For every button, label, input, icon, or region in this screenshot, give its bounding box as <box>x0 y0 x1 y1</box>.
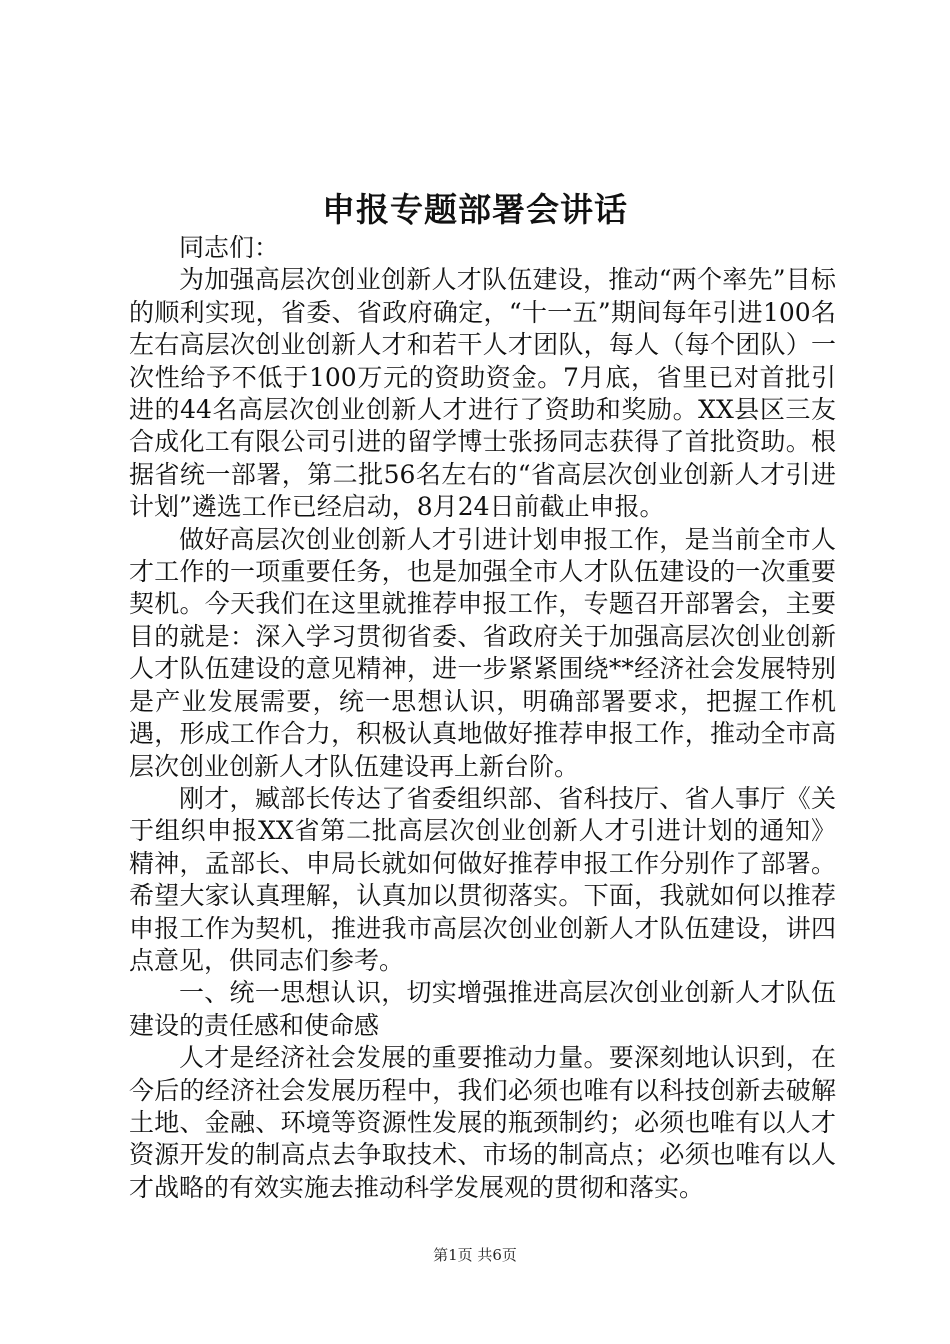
paragraph-4: 人才是经济社会发展的重要推动力量。要深刻地认识到，在今后的经济社会发展历程中，我们必须也唯有以科技创新去破解土地、金融、环境等资源性发展的瓶颈制约；必须也唯有以人才资源开发的制高点去争取技术、市场的制高点；必须也唯有以人才战略的有效实施去推动科学发展观的贯彻和落实。 <box>129 1043 836 1202</box>
salutation: 同志们： <box>179 233 280 262</box>
page-footer: 第1页 共6页 <box>433 1246 517 1264</box>
section-heading-1: 一、统一思想认识，切实增强推进高层次创业创新人才队伍建设的责任感和使命感 <box>129 978 836 1040</box>
document-body <box>129 232 836 1204</box>
paragraph-2: 做好高层次创业创新人才引进计划申报工作，是当前全市人才工作的一项重要任务，也是加强全市人才队伍建设的一次重要契机。今天我们在这里就推荐申报工作，专题召开部署会，主要目的就是：深入学习贯彻省委、省政府关于加强高层次创业创新人才队伍建设的意见精神，进一步紧紧围绕**经济社会发展特别是产业发展需要，统一思想认识，明确部署要求，把握工作机遇，形成工作合力，积极认真地做好推荐申报工作，推动全市高层次创业创新人才队伍建设再上新台阶。 <box>129 524 836 781</box>
paragraph-3: 刚才，臧部长传达了省委组织部、省科技厅、省人事厅《关于组织申报XX省第二批高层次创业创新人才引进计划的通知》精神，孟部长、申局长就如何做好推荐申报工作分别作了部署。希望大家认真理解，认真加以贯彻落实。下面，我就如何以推荐申报工作为契机，推进我市高层次创业创新人才队伍建设，讲四点意见，供同志们参考。 <box>129 783 836 975</box>
paragraph-1: 为加强高层次创业创新人才队伍建设，推动“两个率先”目标的顺利实现，省委、省政府确定，“十一五”期间每年引进100名左右高层次创业创新人才和若干人才团队，每人（每个团队）一次性给予不低于100万元的资助资金。7月底，省里已对首批引进的44名高层次创业创新人才进行了资助和奖励。XX县区三友合成化工有限公司引进的留学博士张扬同志获得了首批资助。根据省统一部署，第二批56名左右的“省高层次创业创新人才引进计划”遴选工作已经启动，8月24日前截止申报。 <box>129 265 836 522</box>
document-title: 申报专题部署会讲话 <box>322 190 628 229</box>
